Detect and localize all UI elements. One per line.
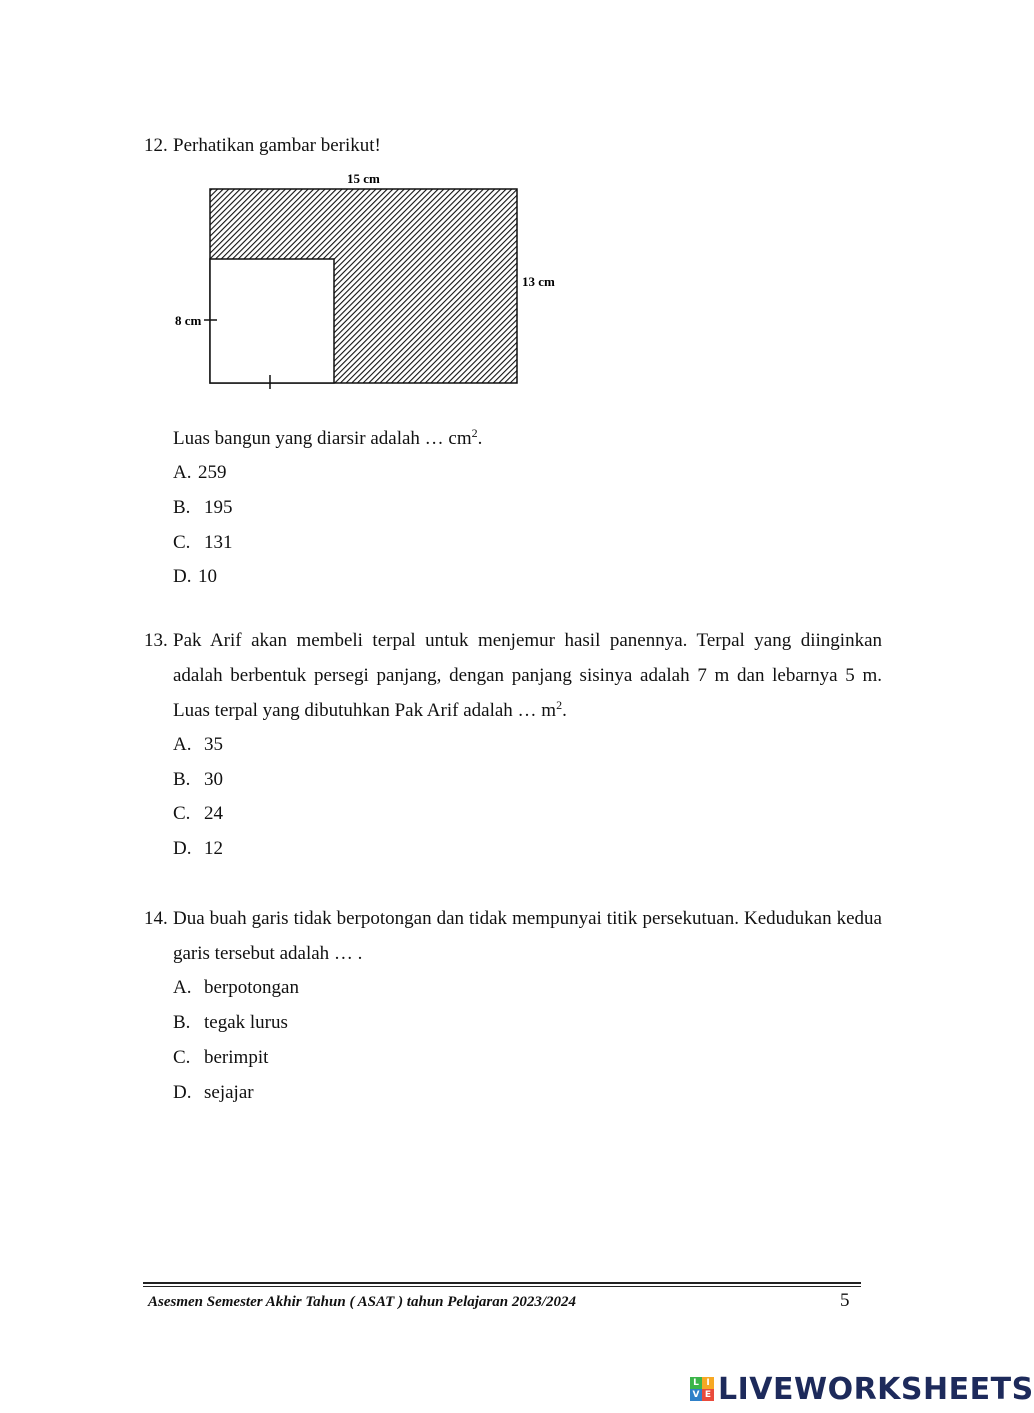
option-text: sejajar <box>204 1082 254 1103</box>
option-text: 35 <box>204 734 223 755</box>
page-number: 5 <box>840 1290 850 1311</box>
option-letter: B. <box>173 497 191 518</box>
question-number: 13. <box>144 630 168 651</box>
option-a[interactable] <box>173 977 299 999</box>
option-a[interactable] <box>173 734 223 756</box>
option-letter: A. <box>173 462 192 483</box>
left-length-label: 8 cm <box>175 313 202 328</box>
option-c[interactable] <box>173 1047 268 1069</box>
option-b[interactable] <box>173 1012 288 1034</box>
logo-letter: V <box>690 1389 702 1401</box>
option-letter: B. <box>173 769 191 790</box>
option-text: 10 <box>198 566 217 587</box>
option-text: 12 <box>204 838 223 859</box>
question-end: . <box>562 700 567 721</box>
option-text: berimpit <box>204 1047 269 1068</box>
question-14-number-wrap <box>144 908 168 930</box>
option-c[interactable] <box>173 532 233 554</box>
question-13-text <box>173 623 882 728</box>
liveworksheets-logo-icon <box>690 1377 714 1401</box>
option-letter: D. <box>173 838 192 859</box>
logo-letter: I <box>702 1377 714 1389</box>
brand-name: LIVEWORKSHEETS <box>718 1371 1034 1407</box>
option-letter: D. <box>173 566 192 587</box>
logo-letter: E <box>702 1389 714 1401</box>
footer-divider <box>143 1282 861 1284</box>
top-length-label: 15 cm <box>347 171 380 186</box>
footer-title: Asesmen Semester Akhir Tahun ( ASAT ) tahun Pelajaran 2023/2024 <box>148 1294 577 1310</box>
option-text: berpotongan <box>204 977 299 998</box>
question-text: Dua buah garis tidak berpotongan dan tidak mempunyai titik persekutuan. Kedudukan kedua garis tersebut adalah … . <box>173 908 882 964</box>
option-text: 259 <box>198 462 227 483</box>
question-prompt-text: Perhatikan gambar berikut! <box>173 135 381 156</box>
option-text: tegak lurus <box>204 1012 288 1033</box>
option-d[interactable] <box>173 838 223 860</box>
option-text: 24 <box>204 803 223 824</box>
option-text: 131 <box>204 532 233 553</box>
footer-divider-thin <box>143 1286 861 1287</box>
option-d[interactable] <box>173 1082 254 1104</box>
question-number: 12. <box>144 135 168 156</box>
shaded-area-figure <box>170 168 570 396</box>
right-length-label: 13 cm <box>522 274 555 289</box>
option-letter: C. <box>173 803 191 824</box>
option-letter: B. <box>173 1012 191 1033</box>
unit-superscript: 2 <box>471 426 478 440</box>
option-letter: C. <box>173 532 191 553</box>
option-b[interactable] <box>173 769 223 791</box>
question-13-number-wrap <box>144 630 168 652</box>
inner-square <box>210 259 334 383</box>
option-b[interactable] <box>173 497 233 519</box>
question-number: 14. <box>144 908 168 929</box>
logo-letter: L <box>690 1377 702 1389</box>
question-text: Pak Arif akan membeli terpal untuk menjemur hasil panennya. Terpal yang diinginkan adalah berbentuk persegi panjang, dengan panjang sisinya adalah 7 m dan lebarnya 5 m. Luas terpal yang dibutuhkan Pak Arif adalah … m <box>173 630 882 721</box>
option-letter: A. <box>173 977 192 998</box>
question-12-prompt <box>144 135 381 157</box>
option-letter: D. <box>173 1082 192 1103</box>
option-letter: A. <box>173 734 192 755</box>
question-end: . <box>477 428 483 449</box>
liveworksheets-logo <box>690 1372 1034 1406</box>
unit-superscript: 2 <box>556 698 563 712</box>
question-14-text <box>173 901 882 971</box>
option-text: 195 <box>204 497 233 518</box>
option-letter: C. <box>173 1047 191 1068</box>
question-text: Luas bangun yang diarsir adalah … cm <box>173 428 472 449</box>
question-12-text <box>173 428 482 450</box>
option-c[interactable] <box>173 803 223 825</box>
option-a[interactable] <box>173 462 227 484</box>
option-text: 30 <box>204 769 223 790</box>
option-d[interactable] <box>173 566 217 588</box>
